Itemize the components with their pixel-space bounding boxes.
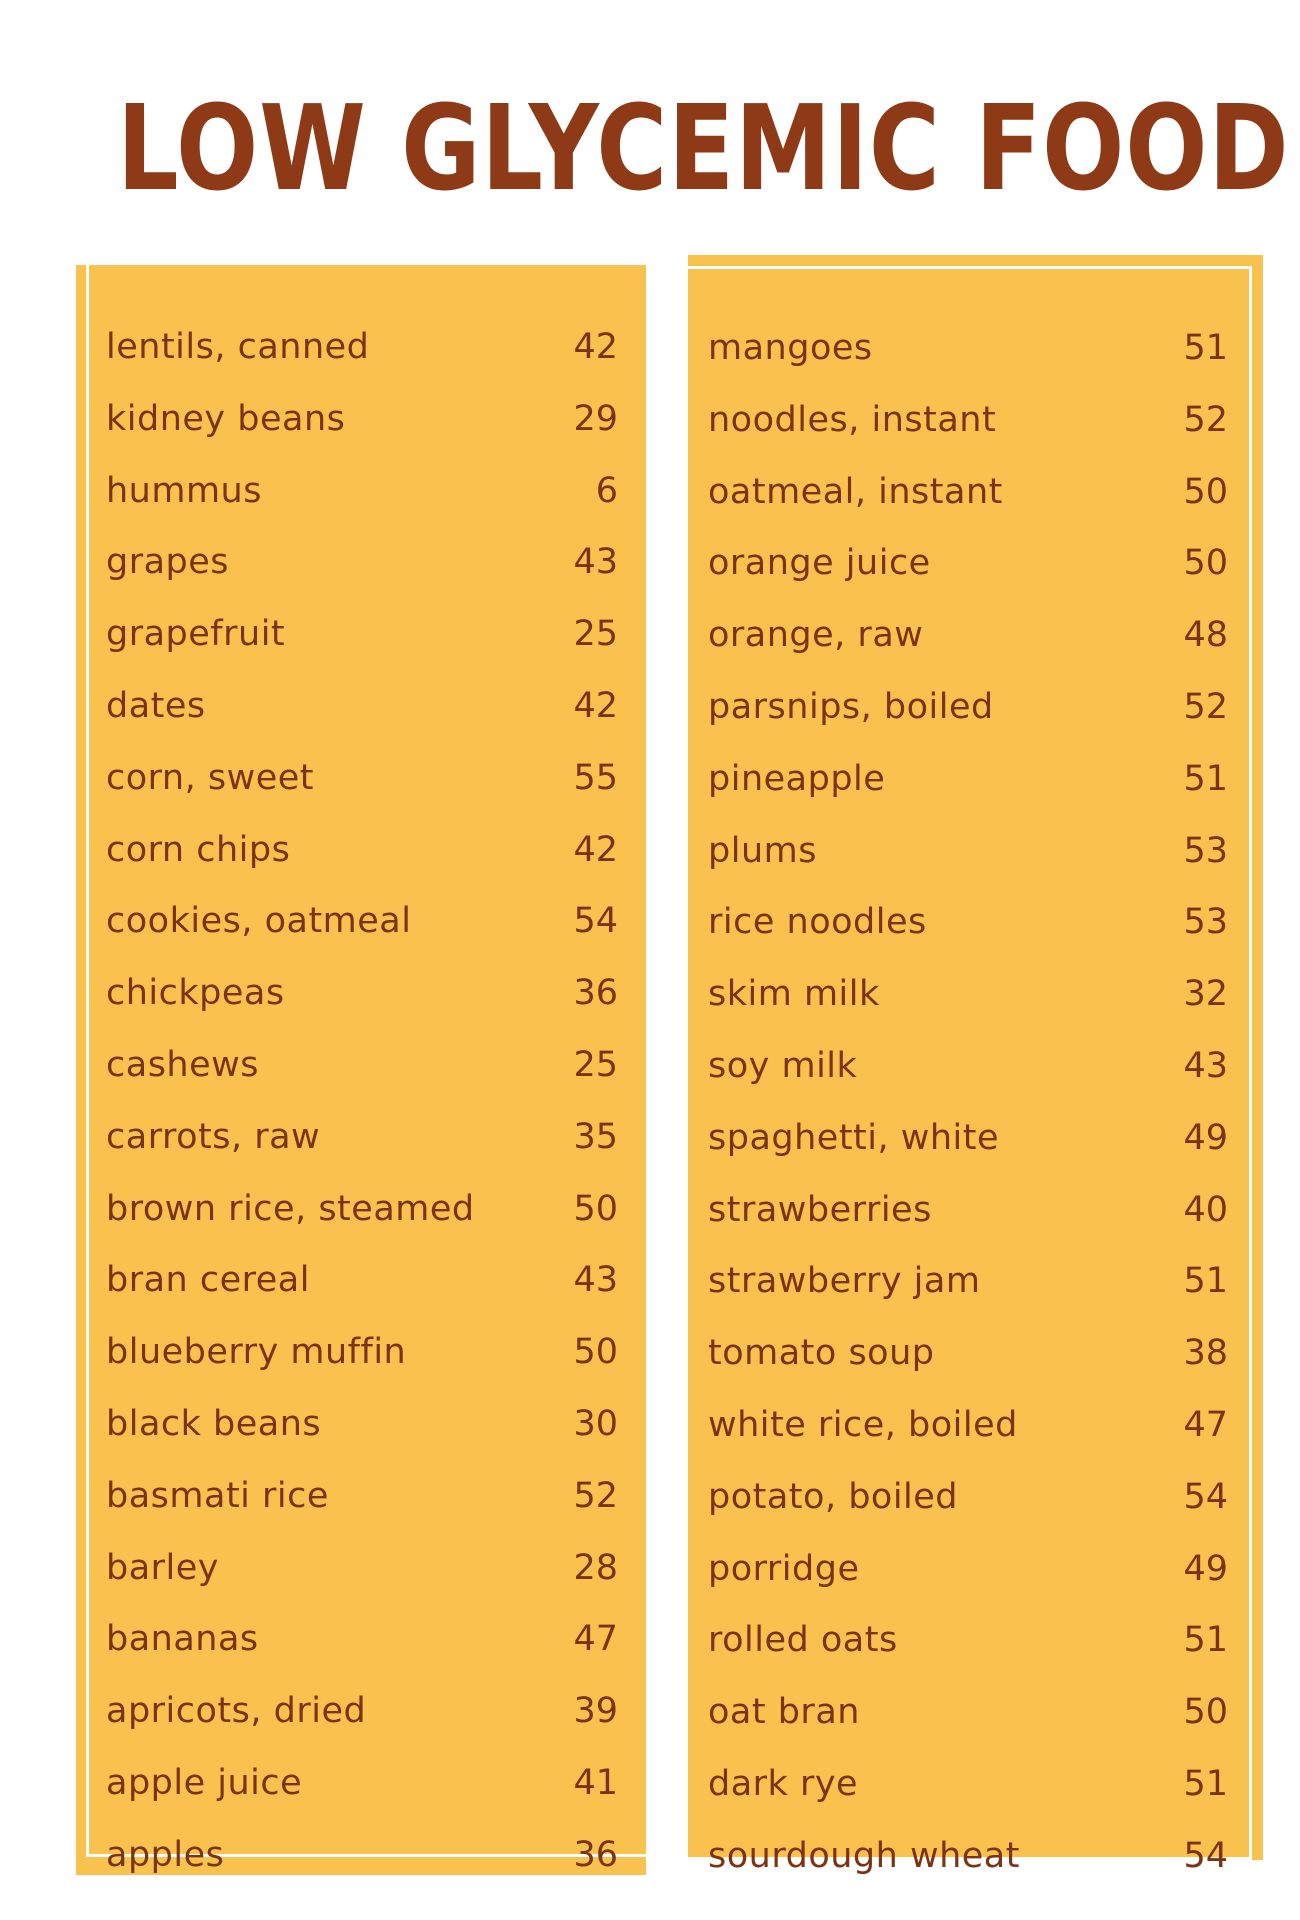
food-name: strawberry jam xyxy=(708,1261,981,1302)
food-name: porridge xyxy=(708,1548,860,1589)
glycemic-index-value: 25 xyxy=(573,1045,618,1085)
food-row xyxy=(106,676,618,736)
food-row xyxy=(106,461,618,521)
food-name: blueberry muffin xyxy=(106,1332,407,1373)
glycemic-index-value: 55 xyxy=(573,757,618,798)
glycemic-index-value: 51 xyxy=(1183,758,1228,799)
food-name: basmati rice xyxy=(106,1475,329,1516)
food-name: black beans xyxy=(106,1404,322,1444)
food-name: cashews xyxy=(106,1045,260,1085)
food-row xyxy=(708,390,1228,450)
food-row xyxy=(708,1108,1228,1168)
glycemic-index-value: 39 xyxy=(573,1691,618,1732)
food-row xyxy=(106,1825,618,1885)
glycemic-index-value: 51 xyxy=(1183,1620,1228,1661)
glycemic-index-value: 48 xyxy=(1183,615,1228,656)
glycemic-index-value: 42 xyxy=(573,829,618,870)
food-name: grapefruit xyxy=(106,614,286,655)
food-row xyxy=(106,1466,618,1526)
food-name: oat bran xyxy=(708,1692,860,1733)
glycemic-index-value: 42 xyxy=(573,686,618,726)
food-row xyxy=(708,1682,1228,1742)
food-row xyxy=(708,677,1228,737)
food-row xyxy=(106,1250,618,1310)
glycemic-index-value: 43 xyxy=(573,542,618,583)
glycemic-index-value: 54 xyxy=(1183,1476,1228,1517)
glycemic-index-value: 42 xyxy=(573,327,618,367)
food-name: sourdough wheat xyxy=(708,1835,1020,1876)
food-name: dark rye xyxy=(708,1764,859,1804)
glycemic-index-value: 50 xyxy=(573,1332,618,1373)
food-row xyxy=(708,821,1228,881)
glycemic-index-value: 32 xyxy=(1183,974,1228,1015)
glycemic-index-value: 50 xyxy=(573,1188,618,1229)
food-name: hummus xyxy=(106,470,262,511)
glycemic-index-value: 52 xyxy=(1183,687,1228,727)
glycemic-index-value: 36 xyxy=(573,973,618,1014)
food-name: oatmeal, instant xyxy=(708,471,1003,512)
food-row xyxy=(708,1251,1228,1311)
food-name: brown rice, steamed xyxy=(106,1188,475,1229)
food-name: rice noodles xyxy=(708,902,927,943)
glycemic-index-value: 50 xyxy=(1183,471,1228,512)
food-row xyxy=(106,604,618,664)
food-name: dates xyxy=(106,686,206,726)
glycemic-index-value: 52 xyxy=(573,1475,618,1516)
food-row xyxy=(708,1610,1228,1670)
glycemic-index-value: 30 xyxy=(573,1404,618,1444)
glycemic-index-value: 53 xyxy=(1183,902,1228,943)
glycemic-index-value: 40 xyxy=(1183,1189,1228,1230)
food-name: rolled oats xyxy=(708,1620,898,1661)
food-row xyxy=(708,749,1228,809)
food-row xyxy=(708,1754,1228,1814)
food-name: kidney beans xyxy=(106,398,346,439)
food-row xyxy=(106,891,618,951)
glycemic-index-value: 47 xyxy=(573,1619,618,1660)
page-title: LOW GLYCEMIC FOOD xyxy=(117,79,1290,217)
glycemic-index-value: 51 xyxy=(1183,328,1228,368)
food-row xyxy=(106,1394,618,1454)
glycemic-index-value: 38 xyxy=(1183,1333,1228,1374)
food-name: tomato soup xyxy=(708,1333,935,1374)
food-row xyxy=(106,389,618,449)
food-name: carrots, raw xyxy=(106,1116,321,1157)
glycemic-index-value: 28 xyxy=(573,1547,618,1588)
glycemic-index-value: 29 xyxy=(573,398,618,439)
food-row xyxy=(106,1609,618,1669)
glycemic-index-value: 53 xyxy=(1183,830,1228,871)
food-name: noodles, instant xyxy=(708,399,997,440)
food-name: corn, sweet xyxy=(106,757,315,798)
food-name: white rice, boiled xyxy=(708,1405,1018,1445)
food-row xyxy=(106,1538,618,1598)
food-name: bananas xyxy=(106,1619,259,1660)
food-name: barley xyxy=(106,1547,220,1588)
food-name: spaghetti, white xyxy=(708,1117,1000,1158)
food-row xyxy=(106,963,618,1023)
food-name: parsnips, boiled xyxy=(708,687,994,727)
food-row xyxy=(708,1323,1228,1383)
food-name: strawberries xyxy=(708,1189,932,1230)
food-row xyxy=(106,1681,618,1741)
glycemic-index-value: 51 xyxy=(1183,1764,1228,1804)
right-food-panel xyxy=(688,255,1263,1876)
glycemic-index-value: 43 xyxy=(1183,1046,1228,1086)
food-row xyxy=(708,318,1228,378)
food-name: orange juice xyxy=(708,543,931,584)
food-row xyxy=(708,1467,1228,1527)
food-name: grapes xyxy=(106,542,230,583)
food-row xyxy=(106,748,618,808)
food-row xyxy=(708,1395,1228,1455)
food-row xyxy=(708,605,1228,665)
glycemic-index-value: 25 xyxy=(573,614,618,655)
food-row xyxy=(106,820,618,880)
glycemic-index-value: 6 xyxy=(595,470,618,511)
food-row xyxy=(708,1826,1228,1886)
food-name: skim milk xyxy=(708,974,880,1015)
glycemic-index-value: 47 xyxy=(1183,1405,1228,1445)
food-row xyxy=(106,1322,618,1382)
food-row xyxy=(106,1107,618,1167)
glycemic-index-value: 50 xyxy=(1183,543,1228,584)
food-name: lentils, canned xyxy=(106,327,370,367)
left-food-panel xyxy=(76,265,646,1875)
glycemic-index-value: 54 xyxy=(1183,1835,1228,1876)
food-name: plums xyxy=(708,830,817,871)
food-name: apples xyxy=(106,1834,225,1875)
food-row xyxy=(708,892,1228,952)
glycemic-index-value: 52 xyxy=(1183,399,1228,440)
food-name: apple juice xyxy=(106,1763,303,1803)
glycemic-index-value: 50 xyxy=(1183,1692,1228,1733)
food-row xyxy=(106,1035,618,1095)
food-row xyxy=(106,317,618,377)
glycemic-index-value: 41 xyxy=(573,1763,618,1803)
glycemic-index-value: 35 xyxy=(573,1116,618,1157)
glycemic-index-value: 36 xyxy=(573,1834,618,1875)
food-row xyxy=(106,1179,618,1239)
food-name: orange, raw xyxy=(708,615,924,656)
glycemic-index-value: 49 xyxy=(1183,1548,1228,1589)
food-name: pineapple xyxy=(708,758,886,799)
food-name: corn chips xyxy=(106,829,291,870)
food-name: bran cereal xyxy=(106,1260,310,1301)
food-row xyxy=(708,462,1228,522)
glycemic-index-value: 49 xyxy=(1183,1117,1228,1158)
food-row xyxy=(708,1539,1228,1599)
food-row xyxy=(708,533,1228,593)
food-name: soy milk xyxy=(708,1046,858,1086)
food-name: chickpeas xyxy=(106,973,285,1014)
food-row xyxy=(708,1036,1228,1096)
food-row xyxy=(106,532,618,592)
food-row xyxy=(708,964,1228,1024)
food-name: cookies, oatmeal xyxy=(106,901,412,942)
glycemic-index-value: 51 xyxy=(1183,1261,1228,1302)
food-row xyxy=(106,1753,618,1813)
glycemic-index-value: 54 xyxy=(573,901,618,942)
food-name: potato, boiled xyxy=(708,1476,959,1517)
food-name: mangoes xyxy=(708,328,873,368)
glycemic-index-value: 43 xyxy=(573,1260,618,1301)
food-row xyxy=(708,1180,1228,1240)
food-name: apricots, dried xyxy=(106,1691,367,1732)
